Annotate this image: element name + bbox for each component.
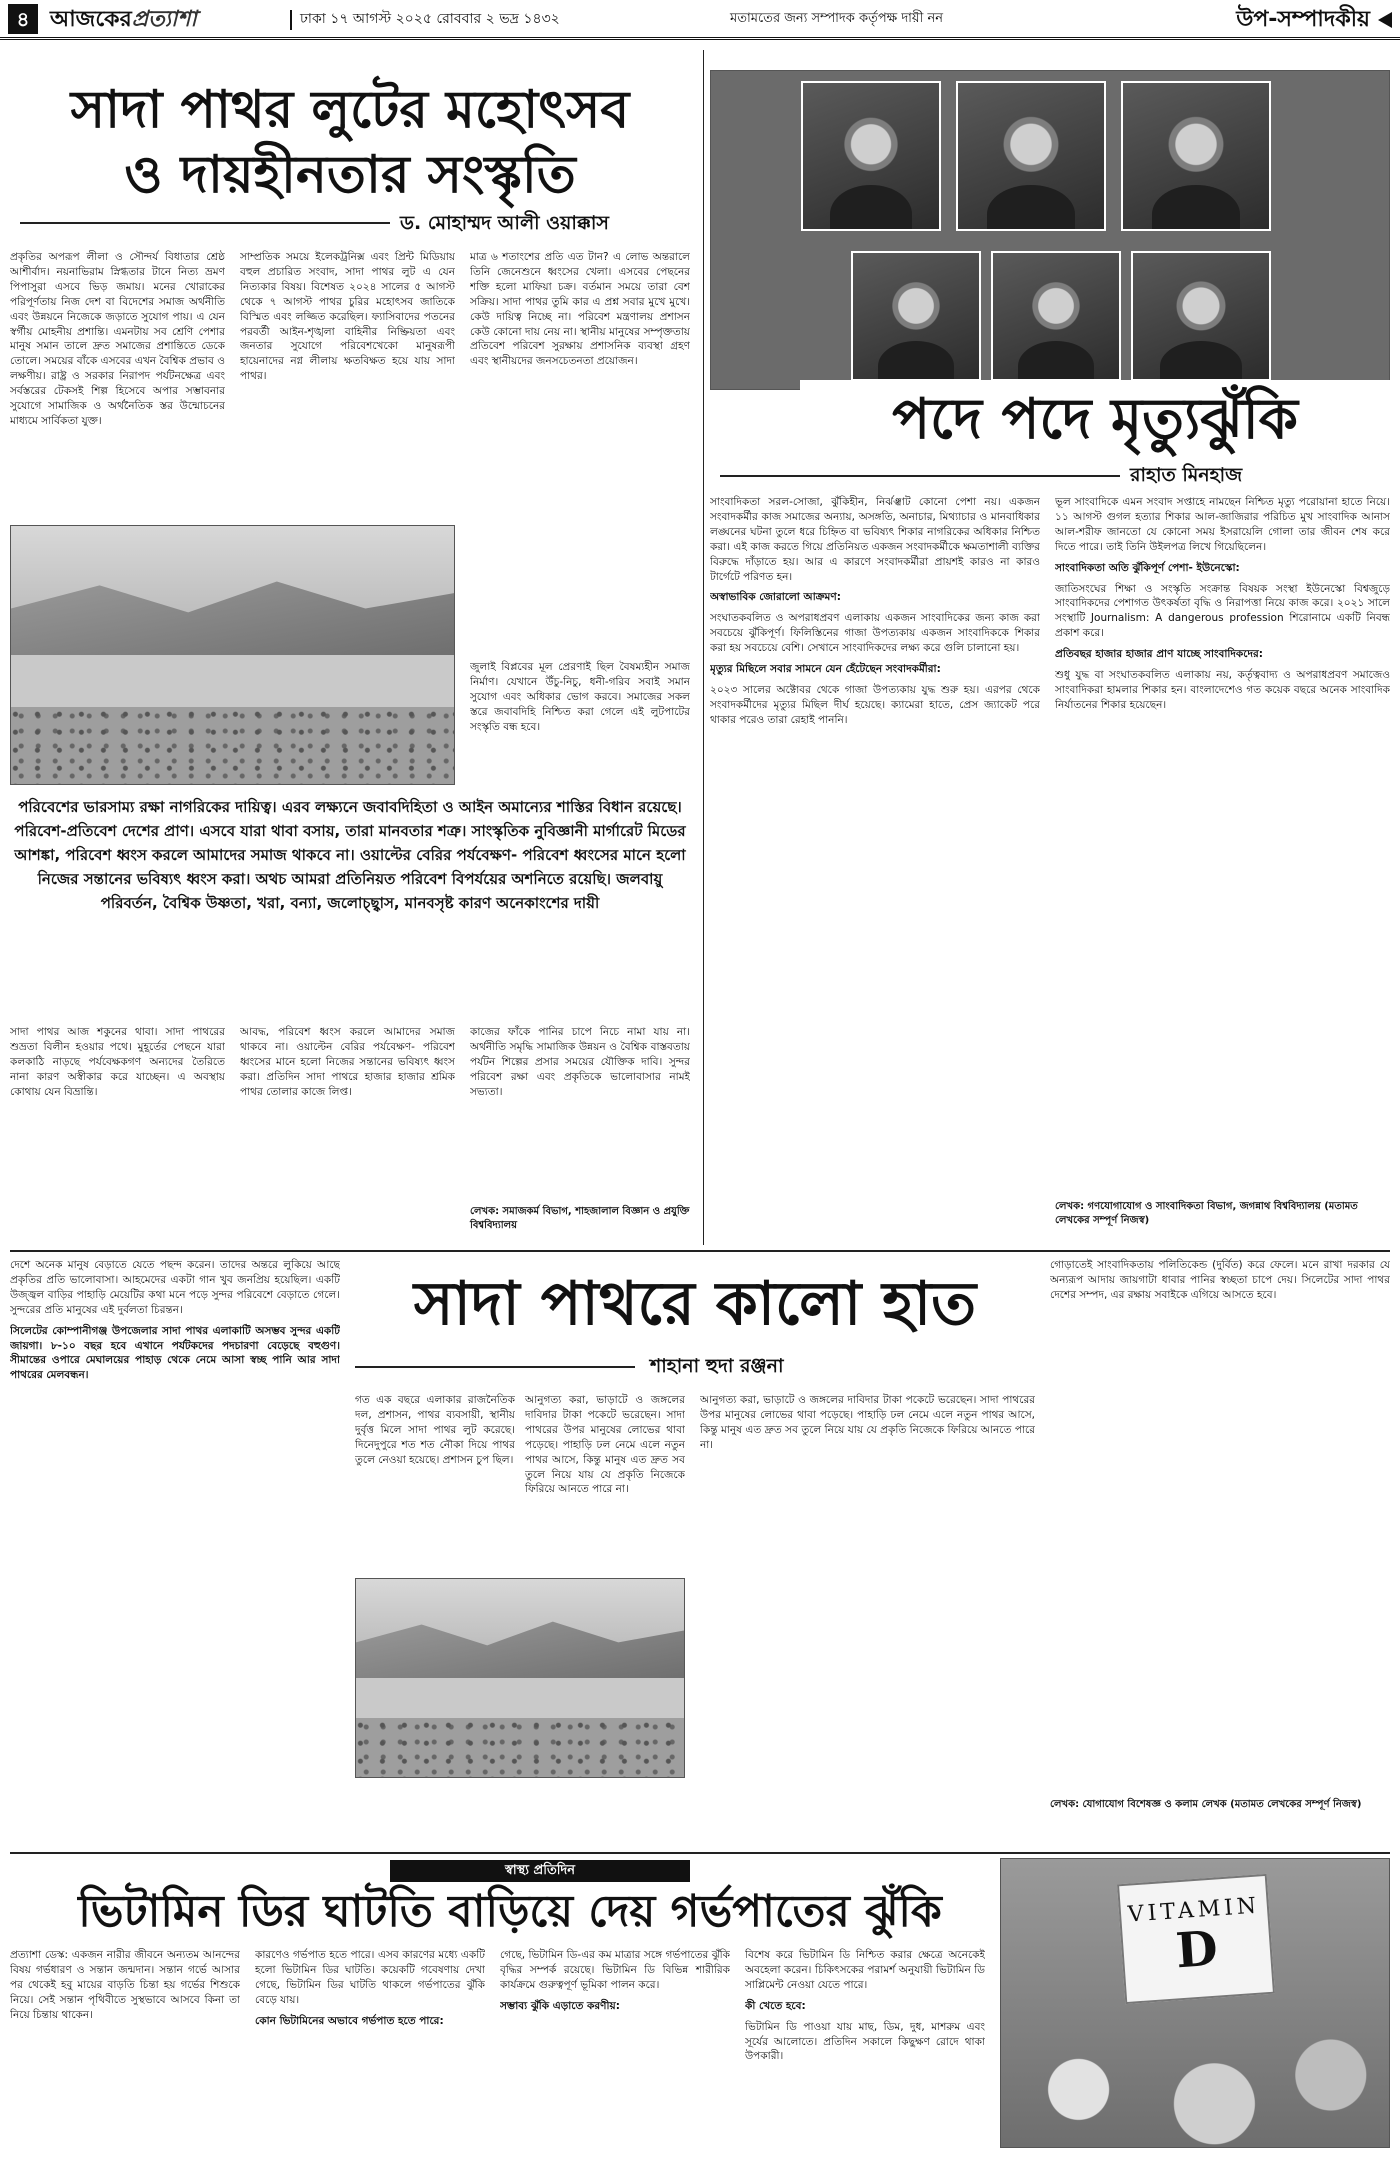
article3-col3: আনুগত্য করা, ভাড়াটে ও জঙ্গলের দাবিদার টাকা পকেটে ভরেছেন। সাদা পাথরের উপর মানুষের লোভের থাবা পড়েছে। পাহাড়ি ঢল নেমে এলে নতুন পাথর আসে, কিন্তু মানুষ এত দ্রুত সব তুলে নিয়ে যায় যে প্রকৃতি নিজেকে ফিরিয়ে আনতে পারে না। [525,1394,685,1496]
hills-shape [11,578,454,655]
article2-col1-p3: ২০২৩ সালের অক্টোবর থেকে গাজা উপত্যকায় যুদ্ধ শুরু হয়। এরপর থেকে সংবাদকর্মীদের মৃত্যুর মিছিল দীর্ঘ হয়েছে। ক্যামেরা হাতে, প্রেস জ্যাকেট পরে থাকার পরেও তারা রেহাই পাননি। [710,683,1040,726]
vitamin-card-letter: D [1174,1920,1220,1980]
article3-col2: গত এক বছরে এলাকার রাজনৈতিক দল, প্রশাসন, পাথর ব্যবসায়ী, স্থানীয় দুর্বৃত্ত মিলে সাদা পাথর লুট করেছে। দিনেদুপুরে শত শত নৌকা দিয়ে পাথর তুলে নেওয়া হয়েছে। প্রশাসন চুপ ছিল। [355,1394,515,1466]
article2-col2 [1055,495,1390,1165]
byline-rule [720,475,1120,477]
stones-shape [11,707,454,784]
article1-col2: সাম্প্রতিক সময়ে ইলেকট্রনিক্স এবং প্রিন্ট মিডিয়ায় বহুল প্রচারিত সংবাদ, সাদা পাথর লুট এ যেন নিত্যকার বিষয়। বিশেষত ২০২৪ সালের ৫ আগস্ট থেকে ৭ আগস্ট পাথর চুরির মহোৎসব জাতিকে বিস্মিত এবং লজ্জিত করেছিল। ফ্যাসিবাদের পতনের পরবর্তী আইন-শৃঙ্খলা বাহিনীর নিষ্ক্রিয়তা এবং জনতার সুযোগে পরিবেশখেকো মানুষরূপী হায়েনাদের নগ্ন লীলায় ক্ষতবিক্ষত হয়ে যায় সাদা পাথর। [240,251,455,383]
hills-shape [356,1619,684,1678]
article1-pull-quote: পরিবেশের ভারসাম্য রক্ষা নাগরিকের দায়িত্ব। এরব লক্ষ্যনে জবাবদিহিতা ও আইন অমান্যের শাস্তির বিধান রয়েছে। পরিবেশ-প্রতিবেশ দেশের প্রাণ। এসবে যারা থাবা বসায়, তারা মানবতার শত্রু। সাংস্কৃতিক নুবিজ্ঞানী মার্গারেট মিডের আশঙ্কা, পরিবেশ ধ্বংস করলে আমাদের সমাজ থাকবে না। ওয়াল্টের বেরির পর্যবেক্ষণ- পরিবেশ ধ্বংসের মানে হলো নিজের সন্তানের ভবিষ্যৎ ধ্বংস করা। অথচ আমরা প্রতিনিয়ত পরিবেশ বিপর্যয়ের অশনিতে রয়েছি। জলবায়ু পরিবর্তন, বৈশ্বিক উষ্ণতা, খরা, বন্যা, জলোচ্ছ্বাস, মানবসৃষ্ট কারণ অনেকাংশের দায়ী [14,798,686,912]
portrait-body [878,341,954,381]
masthead-part-a: আজকের [50,6,132,32]
article4-subhead1: কোন ভিটামিনের অভাবে গর্ভপাত হতে পারে: [255,2014,444,2027]
article1-byline: ড. মোহাম্মদ আলী ওয়াক্কাস [400,212,609,234]
article1-headline-line1: সাদা পাথর লুটের মহোৎসব [70,79,630,140]
article1-col3: মাত্র ৬ শতাংশের প্রতি এত টান? এ লোভ অন্তরালে তিনি জেনেশুনে ধ্বংসের খেলা। এসবের পেছনের শক্তি হলো মাফিয়া চক্র। বর্তমান সময়ে তারা বেশ সক্রিয়। সাদা পাথর তুমি কার এ প্রশ্ন সবার মুখে মুখে। কেউ দায়িত্ব নিচ্ছে না। পরিবেশ মন্ত্রণালয় প্রশাসন কেউ কোনো দায় নেয় না। স্থানীয় মানুষের সম্পৃক্ততায় প্রতিবেশ পরিবেশ সুরক্ষায় প্রশাসনিক ব্যবস্থা গ্রহণ এবং স্থানীয়দের জনসচেতনতা প্রয়োজন। [470,251,690,368]
vitamin-d-foods-photo [1000,1858,1390,2148]
column-divider [703,50,704,1245]
article2-subhead4: প্রতিবছর হাজার হাজার প্রাণ যাচ্ছে সাংবাদিকদের: [1055,648,1263,661]
article-journalist-risk [710,50,1390,1245]
portrait-body [1152,185,1240,231]
article4-subhead2: সম্ভাব্য ঝুঁকি এড়াতে করণীয়: [500,1999,620,2012]
article3-col1-p2: সিলেটের কোম্পানীগঞ্জ উপজেলার সাদা পাথর এলাকাটি অসম্ভব সুন্দর একটি জায়গা। ৮-১০ বছর হবে এখানে পর্যটকদের পদচারণা বেড়েছে বহুগুণ। সীমান্তের ওপারে মেঘালয়ের পাহাড় থেকে নেমে আসা স্বচ্ছ পানি আর সাদা পাথরের মেলবন্ধন। [10,1324,340,1382]
article2-col1-p1: সাংবাদিকতা সরল-সোজা, ঝুঁকিহীন, নির্ঝঞ্ঝাট কোনো পেশা নয়। একজন সংবাদকর্মীর কাজ সমাজের অন্যায়, অসঙ্গতি, অনাচার, মিথ্যাচার ও মানবাধিকার লঙ্ঘনের ঘটনা তুলে ধরে চিহ্নিত বা ভবিষ্যৎ শিকার নাগরিকের অধিকার নিশ্চিত করা। এই কাজ করতে গিয়ে প্রতিনিয়ত একজন সংবাদকর্মীকে ক্ষমতাশালী ব্যক্তির বিরুদ্ধে দাঁড়াতে হয়। আর এ কারণে সংবাদকর্মীরা প্রায়শই কারও না কারও টার্গেটে পরিণত হন। [710,496,1040,583]
article4-col4-p2: ভিটামিন ডি পাওয়া যায় মাছ, ডিম, দুধ, মাশরুম এবং সূর্যের আলোতে। প্রতিদিন সকালে কিছুক্ষণ রোদে থাকা উপকারী। [745,2020,985,2063]
article1-col1: প্রকৃতির অপরূপ লীলা ও সৌন্দর্য বিধাতার শ্রেষ্ঠ আশীর্বাদ। নয়নাভিরাম স্নিগ্ধতার টানে নিত্য ভ্রমণ পিপাসুরা এসবে ভিড় জমায়। মনের খোরাকের পরিপূর্ণতায় নিজ দেশ বা বিদেশের সমাজ অর্থনীতি এবং উন্নয়নে নিজেকে জড়াতে সুযোগ পায়। এ যেন স্বর্গীয় মোহনীয় প্রশান্তি। এমনটায় সব শ্রেণি পেশার মানুষ সমান তালে দ্রুত সমাজের প্রশান্তিতে ডেকে তোলে। সময়ের বাঁকে এসবের এখন বৈশ্বিক প্রভাব ও লক্ষণীয়। রাষ্ট্র ও সরকার নিরাপদ পর্যটনক্ষেত্র এবং সর্বস্তরের টেকসই শিল্প হিসেবে অপার সম্ভাবনার সুযোগে সামাজিক ও অর্থনৈতিক স্তর উন্মোচনের মাধ্যমে সার্বিকতা যুক্ত। [10,251,225,427]
journalist-portrait-5 [991,251,1121,381]
article4-col1: প্রত্যাশা ডেস্ক: একজন নারীর জীবনে অন্যতম আনন্দের বিষয় গর্ভধারণ ও সন্তান জন্মদান। সন্তান গর্ভে আসার পর থেকেই হবু মায়ের বাড়তি চিন্তা হয় গর্ভের শিশুকে নিয়ে। সেই সন্তান পৃথিবীতে সুস্থভাবে আসবে কিনা তা নিয়ে চিন্তায় থাকেন। [10,1949,240,2021]
article4-col2-p1: কারণেও গর্ভপাত হতে পারে। এসব কারণের মধ্যে একটি হলো ভিটামিন ডির ঘাটতি। কয়েকটি গবেষণায় দেখা গেছে, ভিটামিন ডির ঘাটতি থাকলে গর্ভপাতের ঝুঁকি বেড়ে যায়। [255,1949,485,2006]
article1-low-col2: আবদ্ধ, পরিবেশ ধ্বংস করলে আমাদের সমাজ থাকবে না। ওয়াল্টেন বেরির পর্যবেক্ষণ- পরিবেশ ধ্বংসের মানে হলো নিজের সন্তানের ভবিষ্যৎ ধ্বংস করা। প্রতিদিন সাদা পাথরে হাজার হাজার শ্রমিক পাথর তোলার কাজে লিপ্ত। [240,1026,455,1098]
journalist-portrait-1 [801,81,941,231]
water-shape [11,655,454,712]
masthead [50,4,197,35]
article3-col3b: আনুগত্য করা, ভাড়াটে ও জঙ্গলের দাবিদার টাকা পকেটে ভরেছেন। সাদা পাথরের উপর মানুষের লোভের থাবা পড়েছে। পাহাড়ি ঢল নেমে এলে নতুন পাথর আসে, কিন্তু মানুষ এত দ্রুত সব তুলে নিয়ে যায় যে প্রকৃতি নিজেকে ফিরিয়ে আনতে পারে না। [700,1394,1035,1451]
portrait-body [987,185,1075,231]
article-vitamin-d [10,1858,1390,2153]
article4-kicker: স্বাস্থ্য প্রতিদিন [390,1860,690,1882]
article2-col1 [710,495,1040,1165]
article4-col2 [255,1948,485,2148]
article4-col4 [745,1948,985,2148]
article1-headline-line2: ও দায়হীনতার সংস্কৃতি [124,144,576,205]
disclaimer: মতামতের জন্য সম্পাদক কর্তৃপক্ষ দায়ী নন [730,11,943,26]
byline-rule [20,222,390,224]
article4-col3-p1: গেছে, ভিটামিন ডি-এর কম মাত্রার সঙ্গে গর্ভপাতের ঝুঁকি বৃদ্ধির সম্পর্ক রয়েছে। ভিটামিন ডি বিভিন্ন শারীরিক কার্যক্রমে গুরুত্বপূর্ণ ভূমিকা পালন করে। [500,1949,730,1991]
portrait-body [1160,341,1242,381]
date-line: ঢাকা ১৭ আগস্ট ২০২৫ রোববার ২ ভদ্র ১৪৩২ [290,10,560,30]
article2-subhead3: সাংবাদিকতা অতি ঝুঁকিপূর্ণ পেশা- ইউনেস্কো: [1055,561,1240,574]
article2-col2-p3: শুধু যুদ্ধ বা সংঘাতকবলিত এলাকায় নয়, কর্তৃত্ববাদ্য ও অপরাধপ্রবণ সমাজেও সাংবাদিকরা হামলার শিকার হন। বাংলাদেশেও গত কয়েক বছরে অনেক সাংবাদিক নির্যাতনের শিকার হয়েছেন। [1055,669,1390,711]
portrait-body [830,185,912,231]
section-divider [10,1250,1390,1252]
article1-low-col3: কাজের ফাঁকে পানির চাপে নিচে নামা যায় না। অর্থনীতি সমৃদ্ধি সামাজিক উন্নয়ন ও বৈশ্বিক বাস্তবতায় পর্যটন শিল্পের প্রসার সময়ের যৌক্তিক দাবি। সুন্দর পরিবেশ রক্ষা এবং প্রকৃতিকে ভালোবাসার নামই সভ্যতা। [470,1026,690,1098]
journalist-portrait-6 [1131,251,1271,381]
article1-author-note: লেখক: সমাজকর্ম বিভাগ, শাহজালাল বিজ্ঞান ও প্রযুক্তি বিশ্ববিদ্যালয় [470,1206,690,1232]
arrow-icon [1378,12,1392,28]
journalists-photo-collage [710,70,1390,390]
article2-col2-p2: জাতিসংঘের শিক্ষা ও সংস্কৃতি সংক্রান্ত বিষয়ক সংস্থা ইউনেস্কো বিশ্বজুড়ে সাংবাদিকদের পেশাগত উৎকর্ষতা বৃদ্ধি ও নিরাপত্তা নিয়ে কাজ করে। ২০২১ সালে সংস্থাটি Journalism: A dangerous profession শিরোনামে একটি নিবন্ধ প্রকাশ করে। [1055,582,1390,640]
stones-shape [356,1718,684,1777]
article2-author-note: লেখক: গণযোগাযোগ ও সাংবাদিকতা বিভাগ, জগন্নাথ বিশ্ববিদ্যালয় (মতামত লেখকের সম্পূর্ণ নিজস্ব) [1055,1201,1358,1227]
article3-col1-p1: দেশে অনেক মানুষ বেড়াতে যেতে পছন্দ করেন। তাদের অন্তরে লুকিয়ে আছে প্রকৃতির প্রতি ভালোবাসা। আহমেদের একটা গান খুব জনপ্রিয় হয়েছিল। একটি উজ্জ্বল বাড়ির পাহাড়ি মেয়েটির কথা মনে পড়ে সুন্দর পরিবেশে বেড়াতে গেলে। সুন্দরের প্রতি মানুষের এই দুর্বলতা চিরন্তন। [10,1259,340,1316]
article2-col2-p1: ভূল সাংবাদিকে এমন সংবাদ সপ্তাহে নামছেন নিশ্চিত মৃত্যু পরোয়ানা হাতে নিয়ে। ১১ আগস্ট গুগল হত্যার শিকার আল-জাজিরার পরিচিত মুখ সাংবাদিক আনাস আল-শরীফ জানতো যে কোনো সময় ইসরায়েলি গোলা তার জীবন শেষ করে দিতে পারে। তাই তিনি উইলপত্র লিখে গিয়েছিলেন। [1055,496,1390,553]
article1-col3b: জুলাই বিপ্লবের মূল প্রেরণাই ছিল বৈষম্যহীন সমাজ নির্মাণ। যেখানে উঁচু-নিচু, ধনী-গরিব সবাই সমান সুযোগ এবং অধিকার ভোগ করবে। সমাজের সকল স্তরে জবাবদিহি নিশ্চিত করা গেলে এই লুটপাটের সংস্কৃতি বন্ধ হবে। [470,661,690,733]
article2-subhead1: অস্বাভাবিক জোরালো আক্রমণ: [710,591,841,604]
masthead-part-b: প্রত্যাশা [131,6,197,32]
article3-col4: গোড়াতেই সাংবাদিকতায় পলিতিকেন্ড (দুর্বিত) করে ফেলে। মনে রাখা দরকার যে অন্যরূপ আদায় জায়গাটা ধাবার পানির স্বচ্ছতা চাপে দেয়। সিলেটের সাদা পাথর দেশের সম্পদ, এর রক্ষায় সবাইকে এগিয়ে আসতে হবে। [1050,1259,1390,1301]
article2-col1-p2: সংঘাতকবলিত ও অপরাধপ্রবণ এলাকায় একজন সাংবাদিকের জন্য কাজ করা সবচেয়ে ঝুঁকিপূর্ণ। ফিলিস্তিনের গাজা উপত্যকায় একজন সাংবাদিককে শিকার করা হয় সবচেয়ে বেশি। সেখানে সাংবাদিকদের লক্ষ্য করে গুলি চালানো হয়। [710,612,1040,655]
journalist-portrait-3 [1121,81,1271,231]
section-name: উপ-সম্পাদকীয় [1236,7,1370,32]
article3-col1 [10,1258,340,1838]
article-white-stone-black-hand [10,1258,1390,1848]
stone-quarry-photo [10,525,455,785]
article3-author-note: লেখক: যোগাযোগ বিশেষজ্ঞ ও কলাম লেখক (মতামত লেখকের সম্পূর্ণ নিজস্ব) [1050,1799,1362,1810]
article2-subhead2: মৃত্যুর মিছিলে সবার সামনে যেন হেঁটেছেন সংবাদকর্মীরা: [710,663,941,676]
vitamin-card-label: VITAMIN [1127,1893,1261,1928]
water-shape [356,1678,684,1722]
article3-headline: সাদা পাথরে কালো হাত [413,1269,977,1339]
page-number: ৪ [8,4,38,34]
page-header [0,0,1400,40]
article-stone-looting [10,50,700,1245]
article2-byline: রাহাত মিনহাজ [1130,464,1243,486]
byline-rule [355,1366,635,1368]
white-stone-river-photo [355,1578,685,1778]
article1-low-col1: সাদা পাথর আজ শকুনের থাবা। সাদা পাথরের শুভ্রতা বিলীন হওয়ার পথে। মুহূর্তের পেছনে যারা কলকাঠি নাড়ছে পর্যবেক্ষকগণ অন্যদের তৈরিতে নানা কারণ অস্বীকার করে যাচ্ছেন। এ অবস্থায় কোথায় যেন বিভ্রান্তি। [10,1026,225,1098]
article2-headline: পদে পদে মৃত্যুঝুঁকি [800,380,1390,453]
journalist-portrait-4 [851,251,981,381]
article3-byline: শাহানা হুদা রঞ্জনা [650,1355,784,1377]
article4-subhead3: কী খেতে হবে: [745,1999,806,2012]
section-divider [10,1852,1390,1854]
portrait-body [1018,341,1094,381]
article4-headline: ভিটামিন ডির ঘাটতি বাড়িয়ে দেয় গর্ভপাতের ঝুঁকি [78,1886,942,1937]
vitamin-d-card [1117,1874,1275,2004]
article4-col3 [500,1948,730,2148]
article4-col4-p1: বিশেষ করে ভিটামিন ডি নিশ্চিত করার ক্ষেত্রে অনেকেই অবহেলা করেন। চিকিৎসকের পরামর্শ অনুযায়ী ভিটামিন ডি সাপ্লিমেন্ট নেওয়া যেতে পারে। [745,1949,985,1991]
journalist-portrait-2 [956,81,1106,231]
